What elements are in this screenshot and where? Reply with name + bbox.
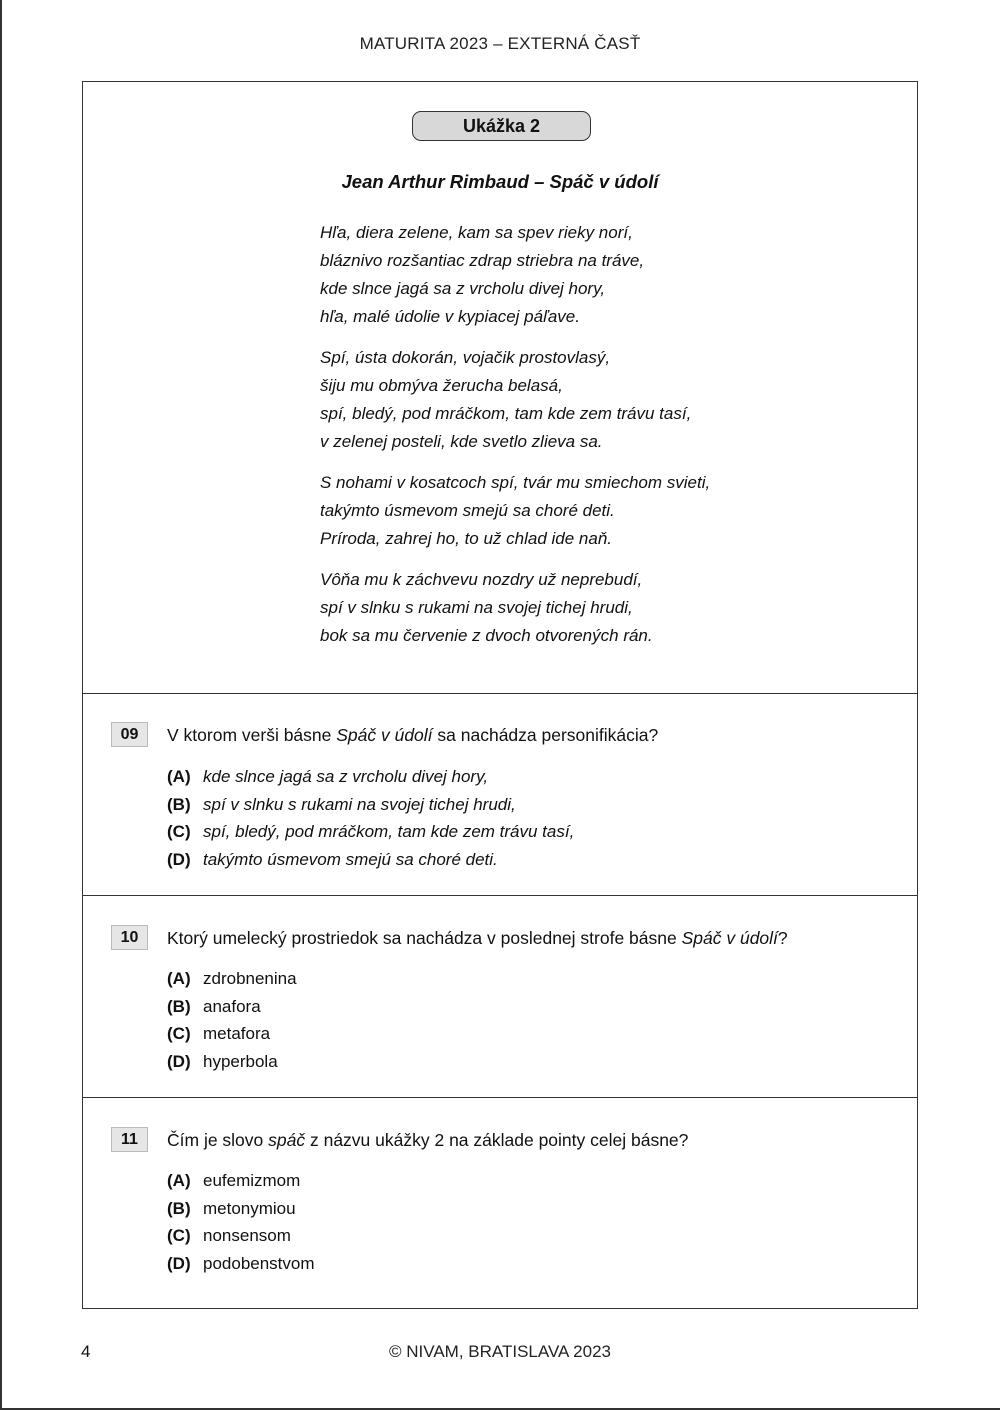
option-text: hyperbola (203, 1051, 278, 1071)
option-letter: (A) (167, 767, 191, 786)
question-11 (83, 1098, 917, 1308)
question-text-part: V ktorom verši básne (167, 725, 337, 745)
sample-section (83, 82, 917, 694)
footer-copyright: © NIVAM, BRATISLAVA 2023 (389, 1342, 611, 1361)
question-text-part: z názvu ukážky 2 na základe pointy celej básne? (305, 1130, 689, 1150)
question-text-part: ? (777, 928, 788, 948)
option-a[interactable] (167, 763, 574, 791)
option-letter: (D) (167, 1051, 191, 1071)
option-letter: (A) (167, 1171, 191, 1190)
option-text: podobenstvom (203, 1253, 315, 1273)
question-text (167, 928, 788, 949)
option-b[interactable] (167, 1195, 315, 1223)
stanza-2 (320, 344, 710, 456)
keyword-ref: spáč (268, 1130, 306, 1150)
option-text: nonsensom (203, 1226, 291, 1246)
verse: Vôňa mu k záchvevu nozdry už neprebudí, (320, 570, 643, 589)
option-text: takýmto úsmevom smejú sa choré deti. (203, 849, 498, 869)
question-number: 09 (111, 722, 148, 747)
poem-title-ref: Spáč v údolí (336, 725, 433, 745)
verse: spí, bledý, pod mráčkom, tam kde zem trávu tasí, (320, 404, 692, 423)
question-text-part: Čím je slovo (167, 1130, 269, 1150)
option-b[interactable] (167, 993, 297, 1021)
option-letter: (B) (167, 1198, 191, 1218)
option-text: eufemizmom (203, 1171, 301, 1190)
verse: kde slnce jagá sa z vrcholu divej hory, (320, 279, 606, 298)
poem-body (320, 219, 710, 663)
option-text: zdrobnenina (203, 969, 297, 988)
option-text: metafora (203, 1024, 271, 1044)
answer-options (167, 763, 574, 873)
option-letter: (A) (167, 969, 191, 988)
option-text: spí, bledý, pod mráčkom, tam kde zem trávu tasí, (203, 822, 575, 842)
option-d[interactable] (167, 1048, 297, 1076)
option-a[interactable] (167, 1167, 315, 1195)
exam-frame (82, 81, 918, 1309)
verse: Príroda, zahrej ho, to už chlad ide naň. (320, 529, 613, 548)
stanza-4 (320, 566, 710, 650)
option-letter: (C) (167, 1226, 191, 1246)
option-c[interactable] (167, 818, 574, 846)
poem-title-ref: Spáč v údolí (681, 928, 778, 948)
verse: hľa, malé údolie v kypiacej páľave. (320, 307, 580, 326)
sample-label: Ukážka 2 (412, 111, 591, 141)
option-d[interactable] (167, 846, 574, 874)
option-text: anafora (203, 996, 261, 1016)
poem-title: Jean Arthur Rimbaud – Spáč v údolí (341, 171, 659, 192)
question-text-part: Ktorý umelecký prostriedok sa nachádza v poslednej strofe básne (167, 928, 682, 948)
verse: šiju mu obmýva žerucha belasá, (320, 376, 563, 395)
option-c[interactable] (167, 1020, 297, 1048)
answer-options (167, 965, 297, 1075)
option-text: kde slnce jagá sa z vrcholu divej hory, (203, 767, 489, 786)
verse: takýmto úsmevom smejú sa choré deti. (320, 501, 615, 520)
option-letter: (C) (167, 1024, 191, 1044)
question-text (167, 725, 658, 746)
verse: bok sa mu červenie z dvoch otvorených rán. (320, 626, 653, 645)
question-10 (83, 896, 917, 1098)
verse: spí v slnku s rukami na svojej tichej hrudi, (320, 598, 633, 617)
option-text: spí v slnku s rukami na svojej tichej hrudi, (203, 794, 516, 814)
question-number: 11 (111, 1127, 148, 1152)
page-header: MATURITA 2023 – EXTERNÁ ČASŤ (359, 34, 641, 53)
option-text: metonymiou (203, 1198, 296, 1218)
page-number: 4 (81, 1342, 91, 1361)
option-b[interactable] (167, 791, 574, 819)
option-d[interactable] (167, 1250, 315, 1278)
stanza-1 (320, 219, 710, 331)
verse: S nohami v kosatcoch spí, tvár mu smiechom svieti, (320, 473, 711, 492)
verse: bláznivo rozšantiac zdrap striebra na tráve, (320, 251, 645, 270)
verse: Hľa, diera zelene, kam sa spev rieky norí, (320, 223, 633, 242)
verse: Spí, ústa dokorán, vojačik prostovlasý, (320, 348, 611, 367)
question-text-part: sa nachádza personifikácia? (432, 725, 659, 745)
option-letter: (D) (167, 1253, 191, 1273)
verse: v zelenej posteli, kde svetlo zlieva sa. (320, 432, 603, 451)
question-09 (83, 694, 917, 896)
question-number: 10 (111, 925, 148, 950)
stanza-3 (320, 469, 710, 553)
option-letter: (D) (167, 849, 191, 869)
option-a[interactable] (167, 965, 297, 993)
option-c[interactable] (167, 1222, 315, 1250)
answer-options (167, 1167, 315, 1277)
option-letter: (B) (167, 794, 191, 814)
question-text (167, 1130, 688, 1151)
option-letter: (B) (167, 996, 191, 1016)
option-letter: (C) (167, 822, 191, 842)
